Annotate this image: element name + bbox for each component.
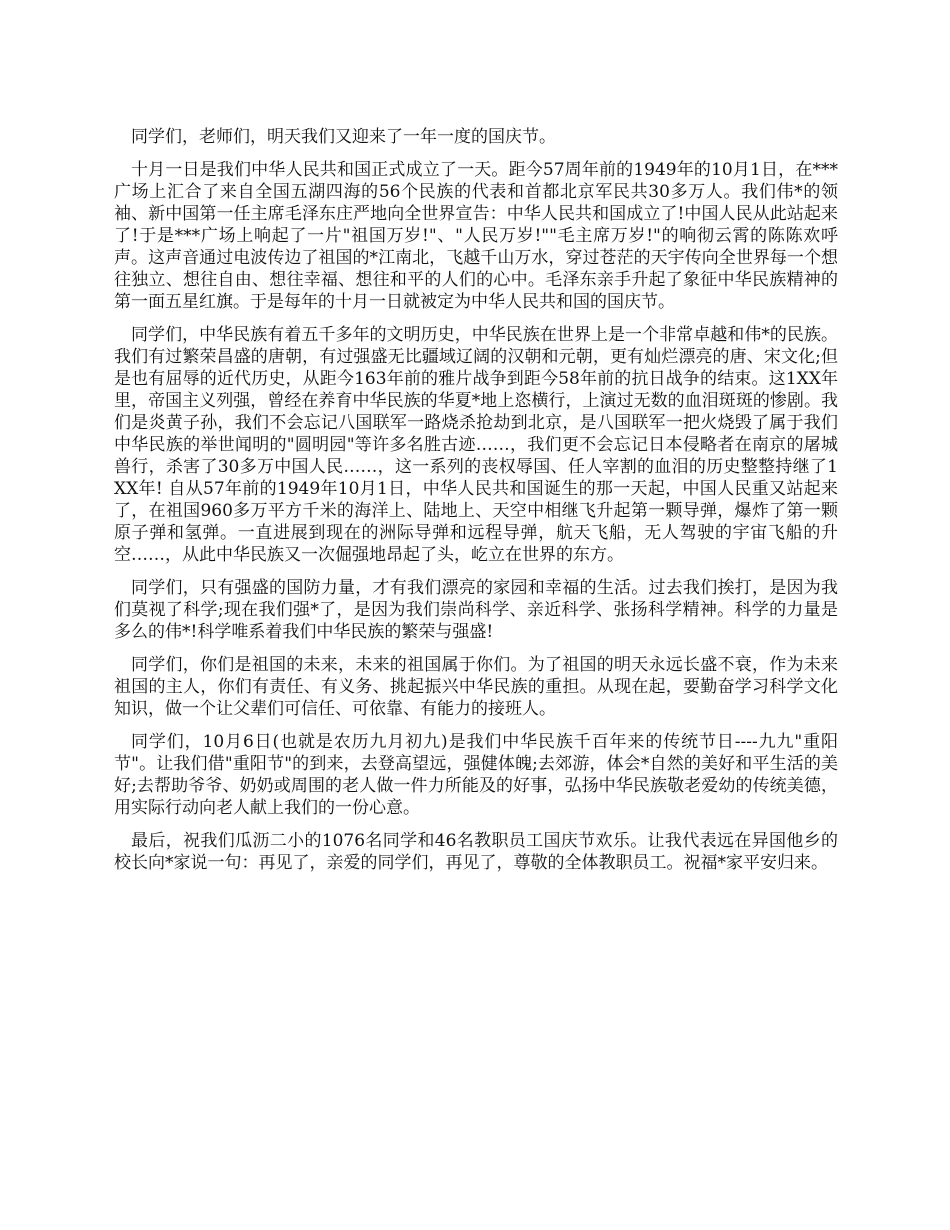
paragraph-future: 同学们，你们是祖国的未来，未来的祖国属于你们。为了祖国的明天永远长盛不衰，作为未来祖国的主人，你们有责任、有义务、挑起振兴中华民族的重担。从现在起，要勤奋学习科学文化知识，做一个让父辈们可信任、可依靠、有能力的接班人。 bbox=[114, 655, 838, 719]
paragraph-science: 同学们，只有强盛的国防力量，才有我们漂亮的家园和幸福的生活。过去我们挨打，是因为我们莫视了科学;现在我们强*了，是因为我们崇尚科学、亲近科学、张扬科学精神。科学的力量是多么的伟*!科学唯系着我们中华民族的繁荣与强盛! bbox=[114, 578, 838, 642]
paragraph-national-history: 同学们，中华民族有着五千多年的文明历史，中华民族在世界上是一个非常卓越和伟*的民族。我们有过繁荣昌盛的唐朝，有过强盛无比疆域辽阔的汉朝和元朝，更有灿烂漂亮的唐、宋文化;但是也有屈辱的近代历史，从距今163年前的雅片战争到距今58年前的抗日战争的结束。这1XX年里，帝国主义列强，曾经在养育中华民族的华夏*地上恣横行，上演过无数的血泪斑斑的惨剧。我们是炎黄子孙，我们不会忘记八国联军一路烧杀抢劫到北京，是八国联军一把火烧毁了属于我们中华民族的举世闻明的"圆明园"等许多名胜古迹……，我们更不会忘记日本侵略者在南京的屠城兽行，杀害了30多万中国人民……，这一系列的丧权辱国、任人宰割的血泪的历史整整持继了1XX年! 自从57年前的1949年10月1日，中华人民共和国诞生的那一天起，中国人民重又站起来了，在祖国960多万平方千米的海洋上、陆地上、天空中相继飞升起第一颗导弹，爆炸了第一颗原子弹和氢弹。一直进展到现在的洲际导弹和远程导弹，航天飞船，无人驾驶的宇宙飞船的升空……，从此中华民族又一次倔强地昂起了头，屹立在世界的东方。 bbox=[114, 325, 838, 565]
document-body bbox=[114, 126, 838, 885]
paragraph-founding-history: 十月一日是我们中华人民共和国正式成立了一天。距今57周年前的1949年的10月1日，在***广场上汇合了来自全国五湖四海的56个民族的代表和首都北京军民共30多万人。我们伟*的领袖、新中国第一任主席毛泽东庄严地向全世界宣告：中华人民共和国成立了!中国人民从此站起来了!于是***广场上响起了一片"祖国万岁!"、"人民万岁!""毛主席万岁!"的响彻云霄的陈陈欢呼声。这声音通过电波传边了祖国的*江南北，飞越千山万水，穿过苍茫的天宇传向全世界每一个想往独立、想往自由、想往幸福、想往和平的人们的心中。毛泽东亲手升起了象征中华民族精神的第一面五星红旗。于是每年的十月一日就被定为中华人民共和国的国庆节。 bbox=[114, 160, 838, 312]
paragraph-closing: 最后，祝我们瓜沥二小的1076名同学和46名教职员工国庆节欢乐。让我代表远在异国他乡的校长向*家说一句：再见了，亲爱的同学们，再见了，尊敬的全体教职员工。祝福*家平安归来。 bbox=[114, 831, 838, 873]
paragraph-greeting: 同学们，老师们，明天我们又迎来了一年一度的国庆节。 bbox=[131, 127, 556, 147]
paragraph-double-ninth: 同学们，10月6日(也就是农历九月初九)是我们中华民族千百年来的传统节日----九九"重阳节"。让我们借"重阳节"的到来，去登高望远，强健体魄;去郊游，体会*自然的美好和平生活的美好;去帮助爷爷、奶奶或周围的老人做一件力所能及的好事，弘扬中华民族敬老爱幼的传统美德，用实际行动向老人献上我们的一份心意。 bbox=[114, 732, 838, 818]
